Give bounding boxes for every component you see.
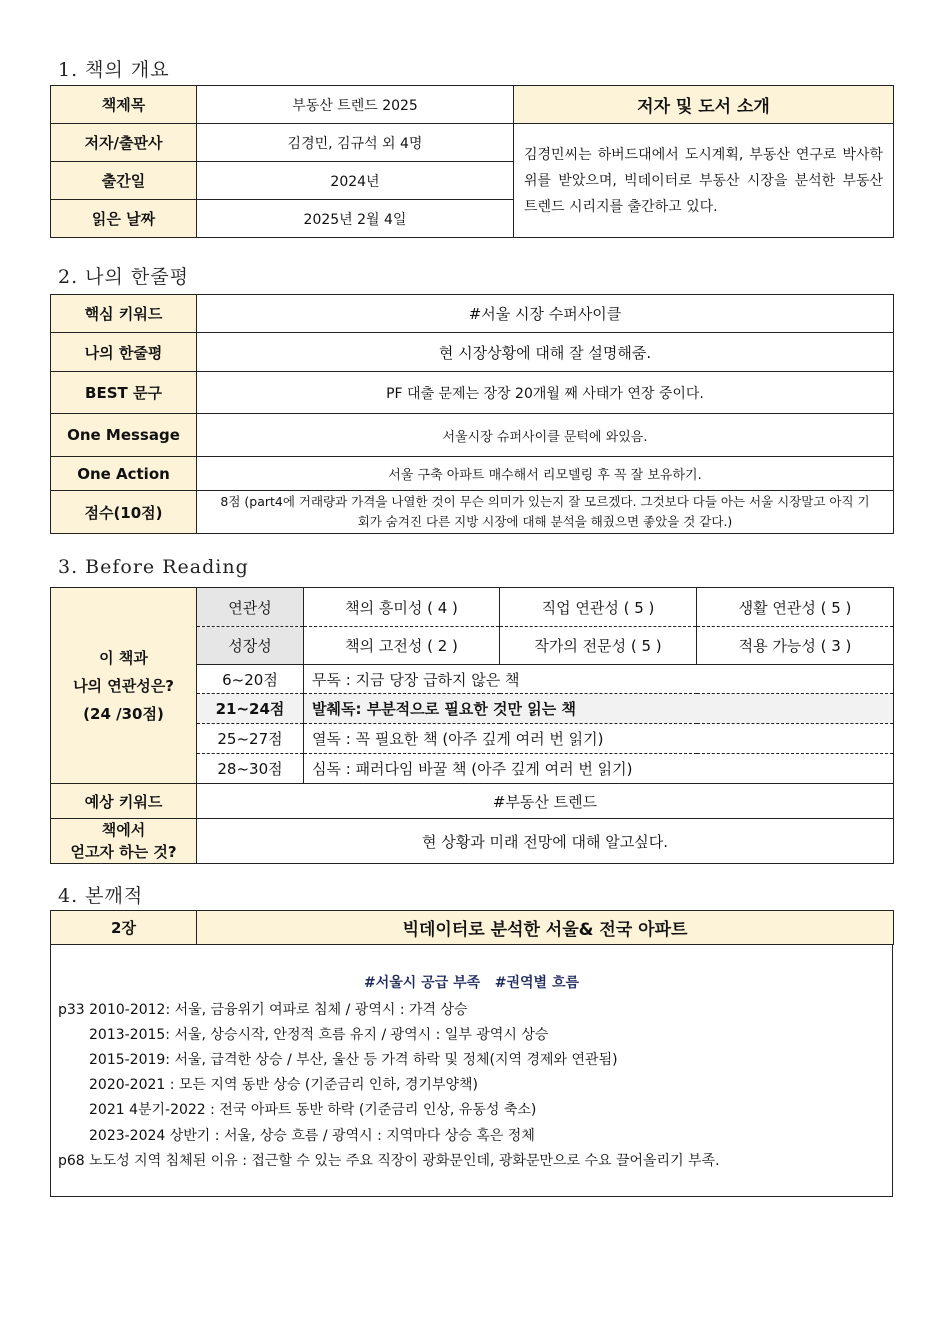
row1-interest: 책의 흥미성 ( 4 ) xyxy=(304,588,500,627)
row1-job: 직업 연관성 ( 5 ) xyxy=(500,588,697,627)
level-range: 28~30점 xyxy=(197,754,304,784)
expect-value: #부동산 트렌드 xyxy=(197,784,894,819)
chapter-label: 2장 xyxy=(51,911,197,945)
before-reading-table xyxy=(50,587,894,864)
intro-header: 저자 및 도서 소개 xyxy=(514,86,894,124)
section-title-review: 2. 나의 한줄평 xyxy=(58,266,189,288)
action-label: One Action xyxy=(51,457,197,491)
oneline-value: 현 시장상황에 대해 잘 설명해줌. xyxy=(197,333,894,372)
bon-line: p68 노도성 지역 침체된 이유 : 접근할 수 있는 주요 직장이 광화문인데, 광화문만으로 수요 끌어올리기 부족. xyxy=(58,1153,720,1169)
best-value: PF 대출 문제는 장장 20개월 째 사태가 연장 중이다. xyxy=(197,372,894,414)
level-desc-selected: 발췌독: 부분적으로 필요한 것만 읽는 책 xyxy=(304,694,894,724)
read-value: 2025년 2월 4일 xyxy=(197,200,514,238)
row2-classic: 책의 고전성 ( 2 ) xyxy=(304,627,500,665)
relation-label-line3: (24 /30점) xyxy=(83,704,164,723)
action-value: 서울 구축 아파트 매수해서 리모델링 후 꼭 잘 보유하기. xyxy=(197,457,894,491)
section-title-bon: 4. 본깨적 xyxy=(58,885,144,907)
overview-table xyxy=(50,85,894,238)
row2-label: 성장성 xyxy=(197,627,304,665)
bon-header-table xyxy=(50,910,894,945)
gain-label-line1: 책에서 xyxy=(101,821,146,839)
date-label: 출간일 xyxy=(51,162,197,200)
level-desc: 열독 : 꼭 필요한 책 (아주 깊게 여러 번 읽기) xyxy=(304,724,894,754)
level-desc: 심독 : 패러다임 바꿀 책 (아주 깊게 여러 번 읽기) xyxy=(304,754,894,784)
best-label: BEST 문구 xyxy=(51,372,197,414)
bon-line: 2021 4분기-2022 : 전국 아파트 동반 하락 (기준금리 인상, 유동성 축소) xyxy=(89,1102,537,1118)
intro-text: 김경민씨는 하버드대에서 도시계획, 부동산 연구로 박사학위를 받았으며, 빅데이터로 부동산 시장을 분석한 부동산 트렌드 시리지를 출간하고 있다. xyxy=(514,124,894,238)
section-title-before: 3. Before Reading xyxy=(58,556,249,578)
message-value: 서울시장 슈퍼사이클 문턱에 와있음. xyxy=(197,414,894,457)
row1-label: 연관성 xyxy=(197,588,304,627)
score-label: 점수(10점) xyxy=(51,491,197,534)
row2-expertise: 작가의 전문성 ( 5 ) xyxy=(500,627,697,665)
level-range: 6~20점 xyxy=(197,665,304,694)
keyword-value: #서울 시장 수퍼사이클 xyxy=(197,295,894,333)
read-label: 읽은 날짜 xyxy=(51,200,197,238)
expect-label: 예상 키워드 xyxy=(51,784,197,819)
row2-apply: 적용 가능성 ( 3 ) xyxy=(697,627,894,665)
bon-line: 2020-2021 : 모든 지역 동반 상승 (기준금리 인하, 경기부양책) xyxy=(89,1077,478,1093)
title-value: 부동산 트렌드 2025 xyxy=(197,86,514,124)
keyword-label: 핵심 키워드 xyxy=(51,295,197,333)
level-range-selected: 21~24점 xyxy=(197,694,304,724)
review-table xyxy=(50,294,894,534)
level-desc: 무독 : 지금 당장 급하지 않은 책 xyxy=(304,665,894,694)
author-label: 저자/출판사 xyxy=(51,124,197,162)
score-value: 8점 (part4에 거래량과 가격을 나열한 것이 무슨 의미가 있는지 잘 모르겠다. 그것보다 다들 아는 서울 시장말고 아직 기회가 숨겨진 다른 지방 시장에 대해 분석을 해줬으면 좋았을 것 같다.) xyxy=(197,491,894,534)
bon-notes xyxy=(50,944,893,1197)
date-value: 2024년 xyxy=(197,162,514,200)
chapter-title: 빅데이터로 분석한 서울& 전국 아파트 xyxy=(197,911,894,945)
relation-label-line2: 나의 연관성은? xyxy=(73,676,174,695)
relation-label xyxy=(51,588,197,784)
gain-value: 현 상황과 미래 전망에 대해 알고싶다. xyxy=(197,819,894,864)
level-range: 25~27점 xyxy=(197,724,304,754)
gain-label-line2: 얻고자 하는 것? xyxy=(70,843,177,861)
gain-label xyxy=(51,819,197,864)
relation-label-line1: 이 책과 xyxy=(99,648,148,667)
message-label: One Message xyxy=(51,414,197,457)
row1-life: 생활 연관성 ( 5 ) xyxy=(697,588,894,627)
bon-line: 2023-2024 상반기 : 서울, 상승 흐름 / 광역시 : 지역마다 상승 혹은 정체 xyxy=(89,1128,535,1144)
section-title-overview: 1. 책의 개요 xyxy=(58,59,170,81)
bon-tags: #서울시 공급 부족 #권역별 흐름 xyxy=(364,975,579,991)
author-value: 김경민, 김규석 외 4명 xyxy=(197,124,514,162)
bon-line: 2015-2019: 서울, 급격한 상승 / 부산, 울산 등 가격 하락 및 정체(지역 경제와 연관됨) xyxy=(89,1052,618,1068)
bon-line: p33 2010-2012: 서울, 금융위기 여파로 침체 / 광역시 : 가격 상승 xyxy=(58,1002,468,1018)
bon-line: 2013-2015: 서울, 상승시작, 안정적 흐름 유지 / 광역시 : 일부 광역시 상승 xyxy=(89,1027,549,1043)
title-label: 책제목 xyxy=(51,86,197,124)
oneline-label: 나의 한줄평 xyxy=(51,333,197,372)
